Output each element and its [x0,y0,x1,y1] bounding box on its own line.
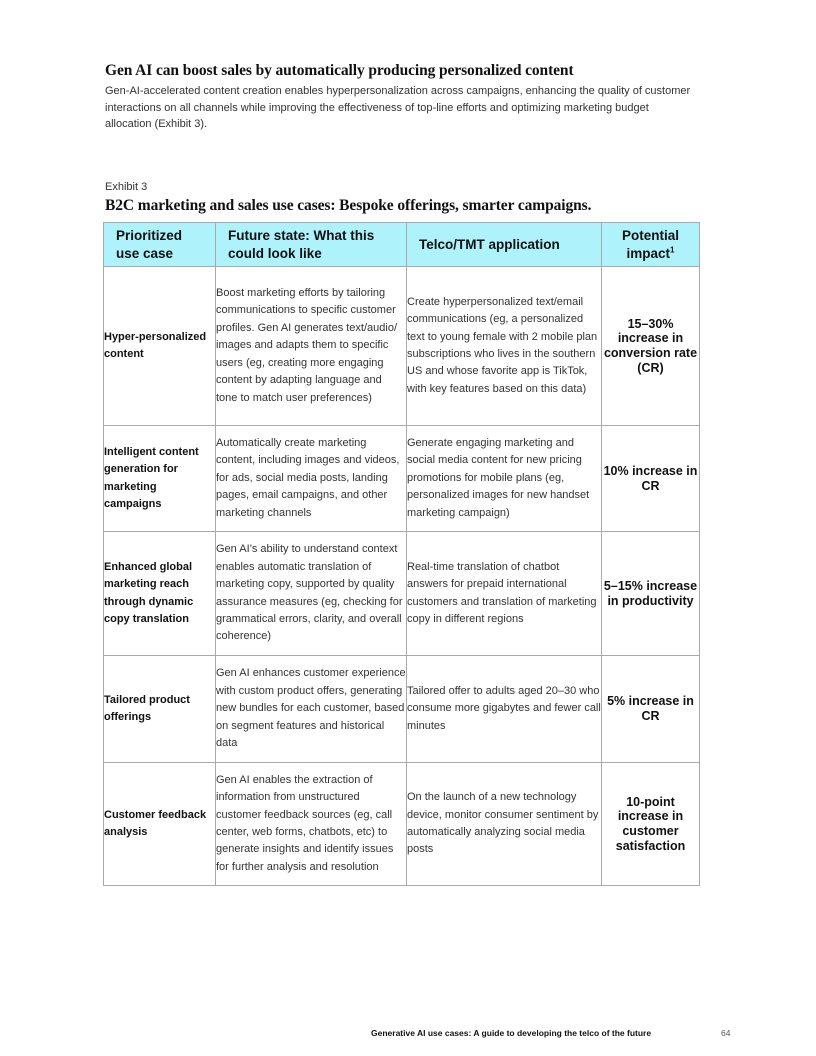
use-case-cell: Intelligent content generation for marketing campaigns [104,426,216,532]
use-case-cell: Customer feedback analysis [104,763,216,886]
impact-cell: 5–15% increase in productivity [602,532,700,656]
header-use-case: Prioritized use case [104,223,216,267]
header-application: Telco/TMT application [407,223,602,267]
header-impact: Potential impact$^1$ [602,223,700,267]
page-number: 64 [721,1028,731,1038]
table-row [104,656,700,763]
future-state-cell: Automatically create marketing content, including images and videos, for ads, social media posts, landing pages, email campaigns, and other marketing channels [216,426,407,532]
use-case-cell: Hyper-personalized content [104,267,216,426]
footnote-marker: 1 [670,245,675,254]
application-cell: Create hyperpersonalized text/email communications (eg, a personalized text to young female with 2 mobile plan subscriptions who lives in the southern US and whose favorite app is TikTok, with key features based on this data) [407,267,602,426]
table-row [104,426,700,532]
table-row [104,267,700,426]
section-title: Gen AI can boost sales by automatically producing personalized content [105,62,574,79]
table-row [104,532,700,656]
section-body: Gen-AI-accelerated content creation enables hyperpersonalization across campaigns, enhancing the quality of customer interactions on all channels while improving the effectiveness of top-line efforts and optimizing marketing budget allocation (Exhibit 3). [105,85,691,130]
future-state-cell: Gen AI’s ability to understand context enables automatic translation of marketing copy, supported by quality assurance measures (eg, checking for grammatical errors, clarity, and overall coherence) [216,532,407,656]
future-state-cell: Boost marketing efforts by tailoring communications to specific customer profiles. Gen AI generates text/audio/ images and adapts them to specific users (eg, creating more engaging content by adapting language and tone to match user preferences) [216,267,407,426]
impact-cell: 5% increase in CR [602,656,700,763]
header-future-state: Future state: What this could look like [216,223,407,267]
use-case-cell: Enhanced global marketing reach through dynamic copy translation [104,532,216,656]
impact-cell: 10% increase in CR [602,426,700,532]
future-state-cell: Gen AI enhances customer experience with custom product offers, generating new bundles for each customer, based on segment features and historical data [216,656,407,763]
impact-cell: 15–30% increase in conversion rate (CR) [602,267,700,426]
use-case-cell: Tailored product offerings [104,656,216,763]
table-row [104,763,700,886]
exhibit-label: Exhibit 3 [105,181,148,193]
application-cell: Tailored offer to adults aged 20–30 who consume more gigabytes and fewer call minutes [407,656,602,763]
table-header-row [104,223,700,267]
application-cell: Real-time translation of chatbot answers for prepaid international customers and translation of marketing copy in different regions [407,532,602,656]
application-cell: On the launch of a new technology device, monitor consumer sentiment by automatically analyzing social media posts [407,763,602,886]
footer-title: Generative AI use cases: A guide to developing the telco of the future [371,1028,652,1038]
exhibit-title: B2C marketing and sales use cases: Bespoke offerings, smarter campaigns. [105,197,592,214]
application-cell: Generate engaging marketing and social media content for new pricing promotions for mobile plans (eg, personalized images for new handset marketing campaign) [407,426,602,532]
impact-cell: 10-point increase in customer satisfaction [602,763,700,886]
future-state-cell: Gen AI enables the extraction of information from unstructured customer feedback sources (eg, call center, web forms, chatbots, etc) to generate insights and identify issues for further analysis and resolution [216,763,407,886]
use-case-table [103,222,700,886]
